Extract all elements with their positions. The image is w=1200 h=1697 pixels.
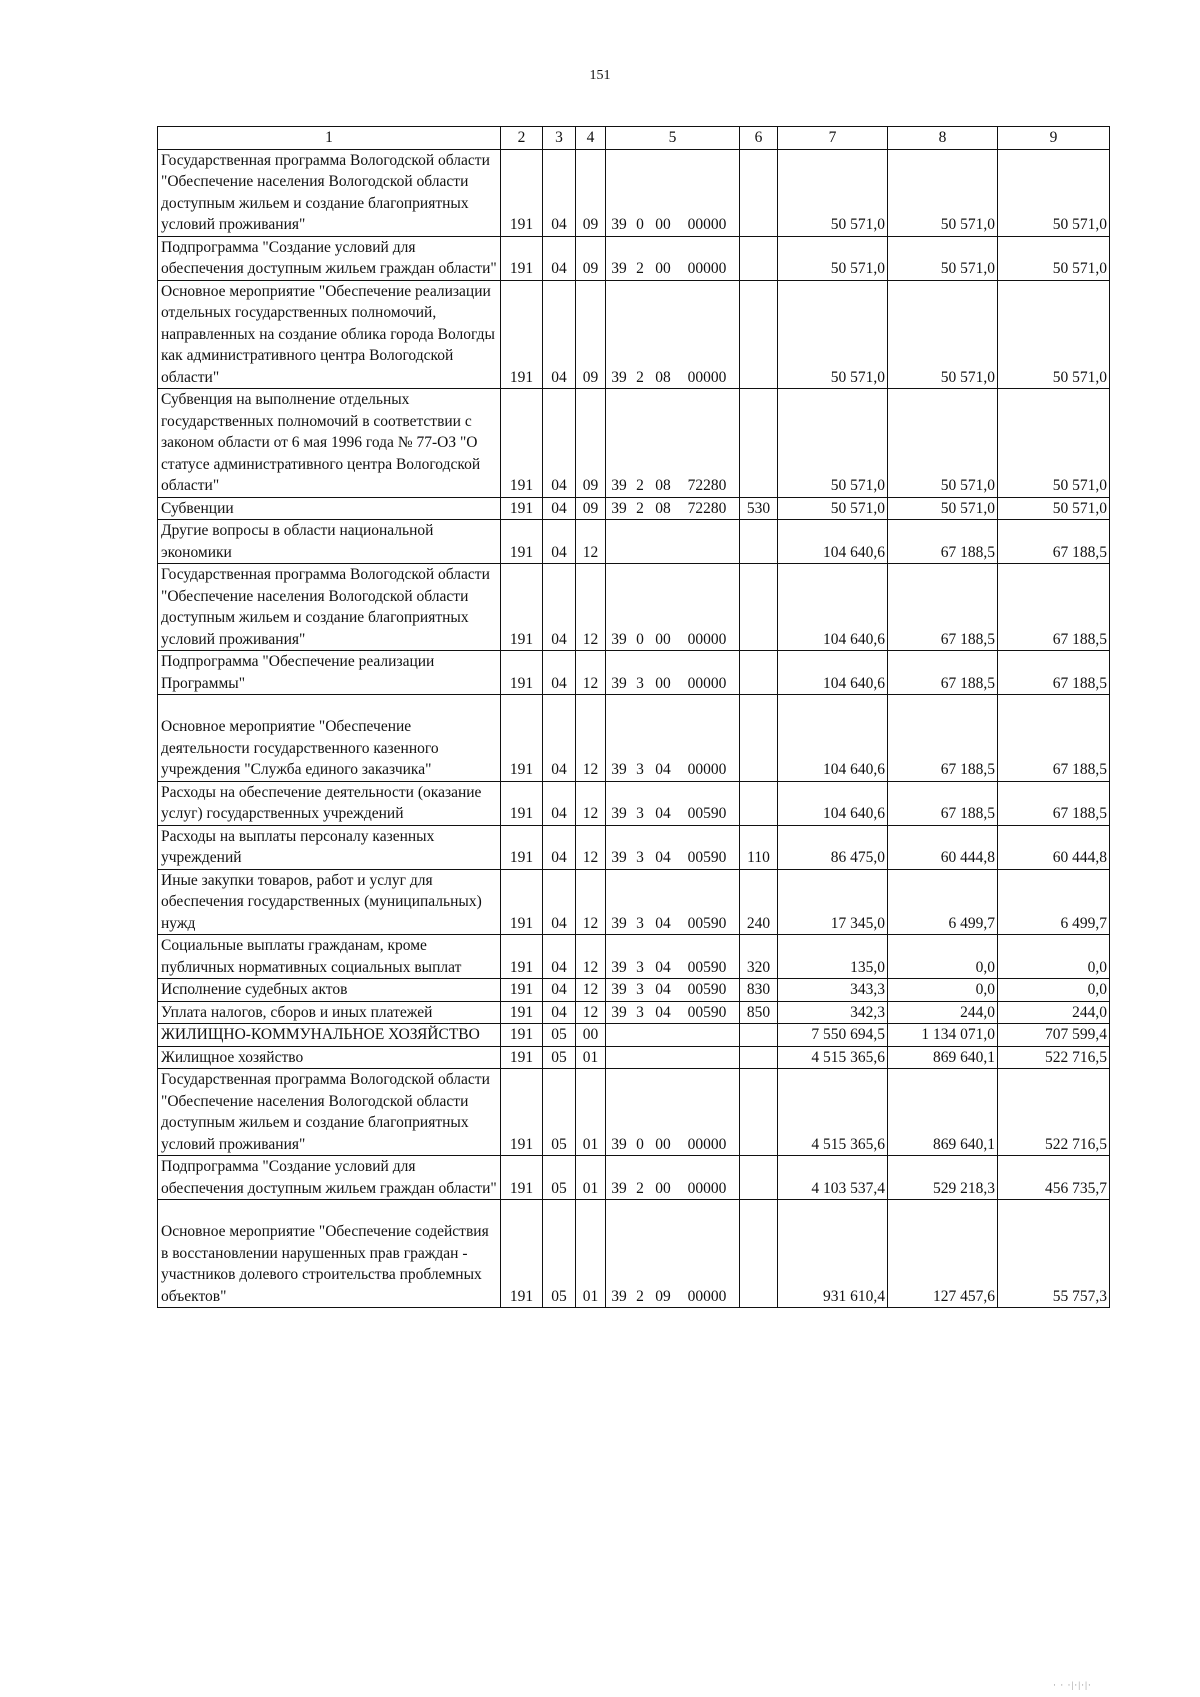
- target-article-part-3: 04: [655, 805, 671, 822]
- subsection-code: 12: [576, 520, 606, 564]
- target-article-part-4: 72280: [687, 499, 727, 517]
- target-article-part-2: 2: [636, 260, 644, 277]
- row-name: Субвенции: [158, 497, 501, 520]
- section-code: 05: [543, 1024, 576, 1047]
- ministry-code: 191: [501, 280, 543, 389]
- target-article-part-4: 00590: [687, 914, 727, 932]
- expense-type-code: 240: [740, 869, 778, 935]
- ministry-code: 191: [501, 979, 543, 1002]
- target-article-part-3: 08: [655, 368, 671, 386]
- column-header-1: 1: [158, 127, 501, 150]
- amount-col-7: 50 571,0: [778, 149, 888, 236]
- table-row: [158, 1069, 1110, 1156]
- target-article-part-2: 0: [636, 216, 644, 233]
- subsection-code: 12: [576, 935, 606, 979]
- target-article-part-1: 39: [611, 958, 627, 976]
- amount-col-9: 244,0: [998, 1001, 1110, 1024]
- ministry-code: 191: [501, 520, 543, 564]
- target-article-code: [606, 389, 740, 498]
- section-code: 04: [543, 497, 576, 520]
- row-name: Государственная программа Вологодской области "Обеспечение населения Вологодской области доступным жильем и создание благоприятных условий проживания": [158, 149, 501, 236]
- target-article-code: [606, 280, 740, 389]
- table-row: [158, 979, 1110, 1002]
- amount-col-9: 707 599,4: [998, 1024, 1110, 1047]
- target-article-part-1: 39: [611, 674, 627, 692]
- target-article-part-4: 00590: [687, 805, 727, 822]
- subsection-code: 01: [576, 1046, 606, 1069]
- row-name: Подпрограмма "Создание условий для обеспечения доступным жильем граждан области": [158, 236, 501, 280]
- target-article-part-1: 39: [611, 1003, 627, 1021]
- amount-col-8: 67 188,5: [888, 781, 998, 825]
- ministry-code: 191: [501, 869, 543, 935]
- target-article-code: [606, 1069, 740, 1156]
- target-article-part-2: 3: [636, 761, 644, 778]
- row-name: Основное мероприятие "Обеспечение деятельности государственного казенного учреждения "Служба единого заказчика": [158, 695, 501, 782]
- row-name: Подпрограмма "Создание условий для обеспечения доступным жильем граждан области": [158, 1156, 501, 1200]
- expense-type-code: [740, 651, 778, 695]
- table-row: [158, 149, 1110, 236]
- ministry-code: 191: [501, 1069, 543, 1156]
- amount-col-7: 104 640,6: [778, 651, 888, 695]
- target-article-code: [606, 236, 740, 280]
- target-article-part-1: 39: [611, 805, 627, 822]
- subsection-code: 12: [576, 979, 606, 1002]
- target-article-part-3: 08: [655, 499, 671, 517]
- target-article-part-3: 04: [655, 849, 671, 866]
- target-article-part-4: 00590: [687, 849, 727, 866]
- amount-col-8: 50 571,0: [888, 280, 998, 389]
- expense-type-code: 110: [740, 825, 778, 869]
- table-row: [158, 564, 1110, 651]
- amount-col-8: 50 571,0: [888, 389, 998, 498]
- row-name: Государственная программа Вологодской области "Обеспечение населения Вологодской области доступным жильем и создание благоприятных условий проживания": [158, 564, 501, 651]
- amount-col-8: 60 444,8: [888, 825, 998, 869]
- ministry-code: 191: [501, 695, 543, 782]
- subsection-code: 12: [576, 781, 606, 825]
- subsection-code: 00: [576, 1024, 606, 1047]
- target-article-part-4: 00590: [687, 981, 727, 998]
- ministry-code: 191: [501, 651, 543, 695]
- target-article-part-1: 39: [611, 260, 627, 277]
- target-article-part-3: 04: [655, 761, 671, 778]
- column-header-7: 7: [778, 127, 888, 150]
- row-name: Расходы на выплаты персоналу казенных учреждений: [158, 825, 501, 869]
- table-row: [158, 1001, 1110, 1024]
- subsection-code: 01: [576, 1200, 606, 1308]
- ministry-code: 191: [501, 1001, 543, 1024]
- amount-col-7: 17 345,0: [778, 869, 888, 935]
- table-row: [158, 1046, 1110, 1069]
- target-article-part-2: 2: [636, 477, 644, 494]
- target-article-code: [606, 1001, 740, 1024]
- target-article-part-2: 2: [636, 1287, 644, 1305]
- amount-col-8: 50 571,0: [888, 149, 998, 236]
- ministry-code: 191: [501, 825, 543, 869]
- row-name: Основное мероприятие "Обеспечение содействия в восстановлении нарушенных прав граждан - участников долевого строительства проблемных объектов": [158, 1200, 501, 1308]
- section-code: 04: [543, 520, 576, 564]
- amount-col-7: 50 571,0: [778, 389, 888, 498]
- amount-col-9: 0,0: [998, 935, 1110, 979]
- column-header-9: 9: [998, 127, 1110, 150]
- section-code: 04: [543, 651, 576, 695]
- amount-col-7: 135,0: [778, 935, 888, 979]
- column-header-2: 2: [501, 127, 543, 150]
- section-code: 04: [543, 280, 576, 389]
- expense-type-code: [740, 1156, 778, 1200]
- target-article-code: [606, 1046, 740, 1069]
- ministry-code: 191: [501, 1156, 543, 1200]
- target-article-part-1: 39: [611, 1179, 627, 1197]
- row-name: Расходы на обеспечение деятельности (оказание услуг) государственных учреждений: [158, 781, 501, 825]
- target-article-part-4: 00000: [687, 1179, 727, 1197]
- amount-col-9: 60 444,8: [998, 825, 1110, 869]
- subsection-code: 12: [576, 564, 606, 651]
- subsection-code: 09: [576, 236, 606, 280]
- ministry-code: 191: [501, 781, 543, 825]
- target-article-part-3: 00: [655, 1135, 671, 1153]
- target-article-part-2: 3: [636, 849, 644, 866]
- amount-col-7: 343,3: [778, 979, 888, 1002]
- amount-col-9: 456 735,7: [998, 1156, 1110, 1200]
- amount-col-8: 1 134 071,0: [888, 1024, 998, 1047]
- target-article-part-3: 04: [655, 958, 671, 976]
- expense-type-code: [740, 695, 778, 782]
- target-article-code: [606, 869, 740, 935]
- ministry-code: 191: [501, 564, 543, 651]
- amount-col-7: 4 515 365,6: [778, 1046, 888, 1069]
- target-article-code: [606, 564, 740, 651]
- target-article-part-1: 39: [611, 368, 627, 386]
- expense-type-code: [740, 149, 778, 236]
- amount-col-9: 67 188,5: [998, 781, 1110, 825]
- amount-col-9: 6 499,7: [998, 869, 1110, 935]
- target-article-part-2: 3: [636, 914, 644, 932]
- section-code: 04: [543, 389, 576, 498]
- section-code: 04: [543, 935, 576, 979]
- target-article-part-4: 00000: [687, 260, 727, 277]
- target-article-part-1: 39: [611, 216, 627, 233]
- target-article-part-1: 39: [611, 849, 627, 866]
- target-article-part-3: 00: [655, 260, 671, 277]
- ministry-code: 191: [501, 497, 543, 520]
- amount-col-8: 127 457,6: [888, 1200, 998, 1308]
- target-article-part-1: 39: [611, 499, 627, 517]
- amount-col-7: 104 640,6: [778, 564, 888, 651]
- amount-col-7: 50 571,0: [778, 236, 888, 280]
- amount-col-7: 104 640,6: [778, 781, 888, 825]
- row-name: Подпрограмма "Обеспечение реализации Программы": [158, 651, 501, 695]
- target-article-part-2: 2: [636, 368, 644, 386]
- table-row: [158, 389, 1110, 498]
- target-article-part-3: 04: [655, 1003, 671, 1021]
- amount-col-7: 50 571,0: [778, 497, 888, 520]
- column-header-4: 4: [576, 127, 606, 150]
- row-name: Основное мероприятие "Обеспечение реализации отдельных государственных полномочий, направленных на создание облика города Вологды как административного центра Вологодской области": [158, 280, 501, 389]
- column-header-3: 3: [543, 127, 576, 150]
- target-article-code: [606, 979, 740, 1002]
- row-name: Субвенция на выполнение отдельных государственных полномочий в соответствии с законом области от 6 мая 1996 года № 77-ОЗ "О статусе административного центра Вологодской области": [158, 389, 501, 498]
- amount-col-7: 86 475,0: [778, 825, 888, 869]
- table-row: [158, 1200, 1110, 1308]
- target-article-code: [606, 825, 740, 869]
- expense-type-code: 320: [740, 935, 778, 979]
- target-article-part-2: 2: [636, 499, 644, 517]
- expense-type-code: [740, 1069, 778, 1156]
- expense-type-code: [740, 520, 778, 564]
- target-article-code: [606, 781, 740, 825]
- target-article-part-4: 72280: [687, 477, 727, 494]
- section-code: 05: [543, 1046, 576, 1069]
- amount-col-7: 104 640,6: [778, 695, 888, 782]
- subsection-code: 12: [576, 1001, 606, 1024]
- expense-type-code: [740, 1024, 778, 1047]
- target-article-part-3: 09: [655, 1287, 671, 1305]
- amount-col-8: 67 188,5: [888, 695, 998, 782]
- target-article-part-1: 39: [611, 1287, 627, 1305]
- target-article-part-2: 3: [636, 981, 644, 998]
- amount-col-7: 50 571,0: [778, 280, 888, 389]
- section-code: 04: [543, 825, 576, 869]
- section-code: 04: [543, 979, 576, 1002]
- target-article-part-1: 39: [611, 761, 627, 778]
- target-article-code: [606, 1024, 740, 1047]
- amount-col-9: 50 571,0: [998, 280, 1110, 389]
- amount-col-7: 7 550 694,5: [778, 1024, 888, 1047]
- target-article-part-3: 04: [655, 914, 671, 932]
- amount-col-8: 67 188,5: [888, 651, 998, 695]
- target-article-part-4: 00000: [687, 761, 727, 778]
- column-header-8: 8: [888, 127, 998, 150]
- page-number: 151: [589, 68, 611, 83]
- amount-col-7: 931 610,4: [778, 1200, 888, 1308]
- amount-col-8: 50 571,0: [888, 236, 998, 280]
- target-article-code: [606, 935, 740, 979]
- expense-type-code: [740, 564, 778, 651]
- row-name: Жилищное хозяйство: [158, 1046, 501, 1069]
- section-code: 04: [543, 869, 576, 935]
- ministry-code: 191: [501, 935, 543, 979]
- row-name: Иные закупки товаров, работ и услуг для обеспечения государственных (муниципальных) нужд: [158, 869, 501, 935]
- budget-table: [157, 126, 1110, 1308]
- amount-col-8: 67 188,5: [888, 564, 998, 651]
- ministry-code: 191: [501, 149, 543, 236]
- target-article-part-4: 00000: [687, 674, 727, 692]
- target-article-part-3: 04: [655, 981, 671, 998]
- target-article-part-4: 00000: [687, 216, 727, 233]
- expense-type-code: 850: [740, 1001, 778, 1024]
- subsection-code: 09: [576, 389, 606, 498]
- table-row: [158, 695, 1110, 782]
- table-body: [158, 149, 1110, 1308]
- target-article-part-4: 00590: [687, 1003, 727, 1021]
- ministry-code: 191: [501, 1046, 543, 1069]
- target-article-code: [606, 520, 740, 564]
- target-article-part-1: 39: [611, 1135, 627, 1153]
- target-article-part-4: 00000: [687, 630, 727, 648]
- target-article-part-3: 00: [655, 674, 671, 692]
- target-article-part-2: 3: [636, 958, 644, 976]
- table-row: [158, 869, 1110, 935]
- subsection-code: 09: [576, 497, 606, 520]
- table-row: [158, 280, 1110, 389]
- row-name: Исполнение судебных актов: [158, 979, 501, 1002]
- amount-col-9: 55 757,3: [998, 1200, 1110, 1308]
- amount-col-8: 244,0: [888, 1001, 998, 1024]
- amount-col-9: 0,0: [998, 979, 1110, 1002]
- subsection-code: 09: [576, 280, 606, 389]
- expense-type-code: 830: [740, 979, 778, 1002]
- amount-col-7: 104 640,6: [778, 520, 888, 564]
- target-article-part-3: 00: [655, 216, 671, 233]
- table-row: [158, 1156, 1110, 1200]
- table-row: [158, 935, 1110, 979]
- subsection-code: 09: [576, 149, 606, 236]
- amount-col-9: 50 571,0: [998, 236, 1110, 280]
- section-code: 04: [543, 1001, 576, 1024]
- expense-type-code: [740, 280, 778, 389]
- target-article-code: [606, 651, 740, 695]
- target-article-part-1: 39: [611, 477, 627, 494]
- section-code: 04: [543, 564, 576, 651]
- table-row: [158, 825, 1110, 869]
- target-article-part-2: 2: [636, 1179, 644, 1197]
- amount-col-9: 67 188,5: [998, 695, 1110, 782]
- amount-col-9: 67 188,5: [998, 520, 1110, 564]
- expense-type-code: 530: [740, 497, 778, 520]
- target-article-code: [606, 497, 740, 520]
- subsection-code: 12: [576, 825, 606, 869]
- subsection-code: 12: [576, 695, 606, 782]
- expense-type-code: [740, 781, 778, 825]
- amount-col-9: 50 571,0: [998, 149, 1110, 236]
- column-header-5: 5: [606, 127, 740, 150]
- target-article-part-1: 39: [611, 914, 627, 932]
- table-row: [158, 651, 1110, 695]
- ministry-code: 191: [501, 1024, 543, 1047]
- section-code: 04: [543, 695, 576, 782]
- expense-type-code: [740, 389, 778, 498]
- subsection-code: 01: [576, 1069, 606, 1156]
- target-article-part-2: 3: [636, 674, 644, 692]
- amount-col-8: 529 218,3: [888, 1156, 998, 1200]
- target-article-code: [606, 149, 740, 236]
- row-name: Социальные выплаты гражданам, кроме публичных нормативных социальных выплат: [158, 935, 501, 979]
- target-article-part-1: 39: [611, 981, 627, 998]
- amount-col-9: 50 571,0: [998, 497, 1110, 520]
- amount-col-9: 67 188,5: [998, 564, 1110, 651]
- table-row: [158, 236, 1110, 280]
- column-header-6: 6: [740, 127, 778, 150]
- target-article-part-1: 39: [611, 630, 627, 648]
- target-article-part-2: 0: [636, 630, 644, 648]
- target-article-part-4: 00000: [687, 1135, 727, 1153]
- scan-artifact: · · ·|·|·|·: [1053, 1680, 1092, 1690]
- subsection-code: 01: [576, 1156, 606, 1200]
- target-article-part-2: 3: [636, 1003, 644, 1021]
- section-code: 05: [543, 1156, 576, 1200]
- target-article-part-4: 00000: [687, 1287, 727, 1305]
- section-code: 05: [543, 1069, 576, 1156]
- section-code: 04: [543, 149, 576, 236]
- amount-col-8: 6 499,7: [888, 869, 998, 935]
- table-row: [158, 781, 1110, 825]
- row-name: ЖИЛИЩНО-КОММУНАЛЬНОЕ ХОЗЯЙСТВО: [158, 1024, 501, 1047]
- row-name: Государственная программа Вологодской области "Обеспечение населения Вологодской области доступным жильем и создание благоприятных условий проживания": [158, 1069, 501, 1156]
- table-row: [158, 497, 1110, 520]
- amount-col-7: 4 103 537,4: [778, 1156, 888, 1200]
- subsection-code: 12: [576, 869, 606, 935]
- amount-col-8: 67 188,5: [888, 520, 998, 564]
- expense-type-code: [740, 236, 778, 280]
- amount-col-8: 50 571,0: [888, 497, 998, 520]
- amount-col-9: 50 571,0: [998, 389, 1110, 498]
- target-article-code: [606, 1200, 740, 1308]
- amount-col-8: 0,0: [888, 935, 998, 979]
- section-code: 04: [543, 781, 576, 825]
- target-article-part-2: 3: [636, 805, 644, 822]
- target-article-part-3: 00: [655, 630, 671, 648]
- target-article-part-4: 00000: [687, 368, 727, 386]
- target-article-part-2: 0: [636, 1135, 644, 1153]
- table-row: [158, 520, 1110, 564]
- target-article-part-4: 00590: [687, 958, 727, 976]
- amount-col-7: 4 515 365,6: [778, 1069, 888, 1156]
- ministry-code: 191: [501, 236, 543, 280]
- ministry-code: 191: [501, 1200, 543, 1308]
- ministry-code: 191: [501, 389, 543, 498]
- subsection-code: 12: [576, 651, 606, 695]
- target-article-part-3: 00: [655, 1179, 671, 1197]
- amount-col-7: 342,3: [778, 1001, 888, 1024]
- section-code: 05: [543, 1200, 576, 1308]
- amount-col-9: 522 716,5: [998, 1069, 1110, 1156]
- expense-type-code: [740, 1200, 778, 1308]
- column-number-row: [158, 127, 1110, 150]
- target-article-part-3: 08: [655, 477, 671, 494]
- table-row: [158, 1024, 1110, 1047]
- expense-type-code: [740, 1046, 778, 1069]
- amount-col-9: 522 716,5: [998, 1046, 1110, 1069]
- target-article-code: [606, 695, 740, 782]
- amount-col-9: 67 188,5: [998, 651, 1110, 695]
- section-code: 04: [543, 236, 576, 280]
- target-article-code: [606, 1156, 740, 1200]
- amount-col-8: 869 640,1: [888, 1046, 998, 1069]
- amount-col-8: 0,0: [888, 979, 998, 1002]
- row-name: Другие вопросы в области национальной экономики: [158, 520, 501, 564]
- row-name: Уплата налогов, сборов и иных платежей: [158, 1001, 501, 1024]
- amount-col-8: 869 640,1: [888, 1069, 998, 1156]
